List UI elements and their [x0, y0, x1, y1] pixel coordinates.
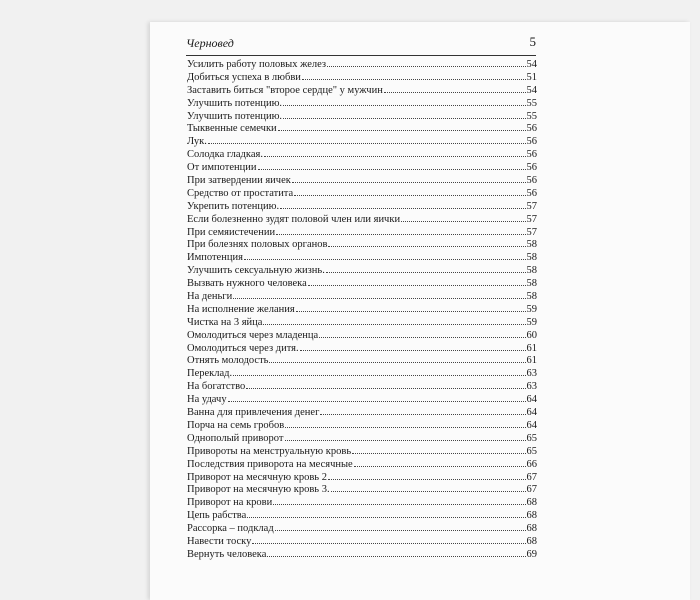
dot-leader — [252, 543, 525, 544]
running-title: Черновед — [186, 36, 234, 50]
toc-entry-page: 63 — [526, 381, 537, 393]
toc-entry-page: 65 — [526, 432, 537, 444]
toc-entry — [187, 446, 537, 459]
toc-entry-page: 59 — [526, 316, 537, 328]
dot-leader — [308, 285, 526, 286]
toc-entry — [187, 433, 537, 446]
dot-leader — [275, 530, 526, 531]
toc-entry-title: Приворот на крови — [187, 497, 273, 509]
toc-entry — [187, 355, 537, 368]
toc-entry-page: 61 — [526, 342, 537, 354]
toc-entry — [187, 252, 537, 265]
toc-entry — [187, 381, 537, 394]
toc-entry-page: 51 — [526, 71, 537, 83]
toc-entry-page: 55 — [526, 97, 537, 109]
toc-entry-page: 65 — [526, 445, 537, 457]
dot-leader — [296, 311, 526, 312]
toc-entry-title: Если болезненно зудят половой член или яички — [187, 213, 401, 225]
toc-entry-page: 56 — [526, 175, 537, 187]
toc-entry-title: Порча на семь гробов — [187, 419, 285, 431]
toc-entry-page: 68 — [526, 497, 537, 509]
dot-leader — [384, 92, 526, 93]
toc-entry-title: Добиться успеха в любви — [187, 71, 301, 83]
toc-entry-page: 67 — [526, 471, 537, 483]
toc-entry-page: 63 — [526, 368, 537, 380]
toc-entry-title: Чистка на 3 яйца — [187, 316, 263, 328]
toc-entry-title: При семяистечении — [187, 226, 276, 238]
toc-entry-page: 58 — [526, 265, 537, 277]
toc-entry-title: Улучшить потенцию. — [187, 110, 283, 122]
dot-leader — [328, 479, 526, 480]
toc-entry-title: На исполнение желания — [187, 303, 295, 315]
dot-leader — [285, 440, 526, 441]
dot-leader — [247, 517, 525, 518]
toc-entry — [187, 162, 537, 175]
dot-leader — [326, 272, 526, 273]
toc-entry — [187, 317, 537, 330]
page-number: 5 — [529, 34, 536, 49]
toc-entry-page: 66 — [526, 458, 537, 470]
dot-leader — [352, 453, 525, 454]
toc-entry-title: Укрепить потенцию. — [187, 200, 280, 212]
toc-entry-title: Отнять молодость — [187, 355, 269, 367]
toc-entry — [187, 188, 537, 201]
toc-entry-page: 58 — [526, 278, 537, 290]
dot-leader — [269, 362, 525, 363]
toc-entry-title: Тыквенные семечки — [187, 123, 277, 135]
toc-entry — [187, 536, 537, 549]
toc-entry-page: 60 — [526, 329, 537, 341]
toc-entry-title: Омолодиться через дитя. — [187, 342, 299, 354]
toc-entry-page: 58 — [526, 291, 537, 303]
dot-leader — [354, 466, 526, 467]
dot-leader — [233, 375, 525, 376]
toc-entry-page: 58 — [526, 239, 537, 251]
toc-entry-title: На удачу — [187, 394, 227, 406]
dot-leader — [264, 156, 526, 157]
toc-entry — [187, 239, 537, 252]
toc-entry — [187, 136, 537, 149]
dot-leader — [276, 234, 525, 235]
toc-entry — [187, 123, 537, 136]
dot-leader — [278, 130, 526, 131]
dot-leader — [320, 414, 525, 415]
dot-leader — [273, 504, 525, 505]
page-header — [186, 36, 536, 56]
toc-entry-page: 58 — [526, 252, 537, 264]
toc-entry-title: Улучшить потенцию. — [187, 97, 283, 109]
dot-leader — [233, 298, 525, 299]
toc-entry-page: 64 — [526, 407, 537, 419]
toc-entry — [187, 175, 537, 188]
toc-entry-title: От импотенции — [187, 162, 257, 174]
toc-entry-page: 68 — [526, 510, 537, 522]
toc-entry — [187, 394, 537, 407]
toc-entry — [187, 549, 537, 562]
toc-entry-title: Цепь рабства — [187, 510, 247, 522]
toc-entry-title: Привороты на менструальную кровь — [187, 445, 352, 457]
toc-entry-page: 59 — [526, 303, 537, 315]
toc-entry-title: Солодка гладкая. — [187, 149, 263, 161]
toc-entry-page: 68 — [526, 523, 537, 535]
dot-leader — [331, 491, 526, 492]
toc-entry-page: 64 — [526, 419, 537, 431]
toc-entry-title: Усилить работу половых желез — [187, 59, 327, 70]
toc-entry-page: 56 — [526, 187, 537, 199]
toc-entry — [187, 459, 537, 472]
toc-entry-title: Импотенция — [187, 252, 243, 264]
dot-leader — [327, 66, 525, 67]
toc-entry — [187, 149, 537, 162]
toc-entry-title: Омолодиться через младенца — [187, 329, 319, 341]
header-rule — [186, 55, 536, 56]
dot-leader — [244, 259, 526, 260]
dot-leader — [294, 195, 525, 196]
toc-entry-title: Улучшить сексуальную жизнь. — [187, 265, 325, 277]
toc-entry-title: Навести тоску — [187, 535, 252, 547]
dot-leader — [319, 337, 525, 338]
toc-entry — [187, 214, 537, 227]
toc-entry — [187, 510, 537, 523]
toc-entry-page: 57 — [526, 213, 537, 225]
toc-entry-title: Средство от простатита — [187, 187, 294, 199]
toc-entry — [187, 484, 537, 497]
toc-entry-page: 56 — [526, 162, 537, 174]
toc-entry — [187, 497, 537, 510]
toc-entry-page: 68 — [526, 535, 537, 547]
dot-leader — [328, 246, 525, 247]
toc-entry-title: Последствия приворота на месячные — [187, 458, 353, 470]
dot-leader — [267, 556, 525, 557]
toc-entry — [187, 98, 537, 111]
toc-entry — [187, 227, 537, 240]
toc-entry — [187, 72, 537, 85]
toc-entry-page: 57 — [526, 200, 537, 212]
toc-entry-title: При болезнях половых органов — [187, 239, 328, 251]
toc-entry-page: 56 — [526, 123, 537, 135]
dot-leader — [300, 350, 526, 351]
toc-entry-title: Рассорка – подклад — [187, 523, 274, 535]
toc-entry-title: Вернуть человека — [187, 548, 267, 560]
dot-leader — [302, 79, 526, 80]
toc-entry-title: Приворот на месячную кровь 3. — [187, 484, 330, 496]
dot-leader — [208, 143, 526, 144]
toc-entry-title: Приворот на месячную кровь 2 — [187, 471, 327, 483]
toc-entry-title: На деньги — [187, 291, 233, 303]
toc-entry — [187, 472, 537, 485]
dot-leader — [280, 208, 525, 209]
dot-leader — [246, 388, 525, 389]
toc-entry — [187, 420, 537, 433]
toc-entry-page: 67 — [526, 484, 537, 496]
dot-leader — [283, 105, 525, 106]
toc-entry-page: 54 — [526, 84, 537, 96]
dot-leader — [285, 427, 525, 428]
table-of-contents — [187, 59, 537, 562]
toc-entry-page: 56 — [526, 136, 537, 148]
toc-entry-page: 57 — [526, 226, 537, 238]
toc-entry — [187, 278, 537, 291]
toc-entry-title: Переклад. — [187, 368, 233, 380]
toc-entry — [187, 407, 537, 420]
toc-entry-title: Вызвать нужного человека — [187, 278, 307, 290]
toc-entry-page: 55 — [526, 110, 537, 122]
toc-entry — [187, 343, 537, 356]
toc-entry-page: 54 — [526, 59, 537, 70]
document-page — [150, 22, 690, 600]
toc-entry — [187, 291, 537, 304]
toc-entry — [187, 85, 537, 98]
toc-entry-page: 61 — [526, 355, 537, 367]
dot-leader — [263, 324, 525, 325]
toc-entry — [187, 368, 537, 381]
toc-entry-page: 64 — [526, 394, 537, 406]
dot-leader — [228, 401, 526, 402]
toc-entry — [187, 523, 537, 536]
toc-entry — [187, 201, 537, 214]
dot-leader — [292, 182, 526, 183]
toc-entry-title: Лук. — [187, 136, 207, 148]
toc-entry — [187, 111, 537, 124]
toc-entry-title: Однополый приворот — [187, 432, 284, 444]
toc-entry-title: Ванна для привлечения денег — [187, 407, 320, 419]
toc-entry — [187, 265, 537, 278]
toc-entry — [187, 304, 537, 317]
toc-entry-title: Заставить биться "второе сердце" у мужчин — [187, 84, 383, 96]
toc-entry-page: 56 — [526, 149, 537, 161]
dot-leader — [283, 118, 525, 119]
dot-leader — [401, 221, 525, 222]
toc-entry-page: 69 — [526, 548, 537, 560]
toc-entry — [187, 59, 537, 72]
toc-entry — [187, 330, 537, 343]
toc-entry-title: При затвердении яичек — [187, 175, 291, 187]
dot-leader — [258, 169, 526, 170]
toc-entry-title: На богатство — [187, 381, 246, 393]
